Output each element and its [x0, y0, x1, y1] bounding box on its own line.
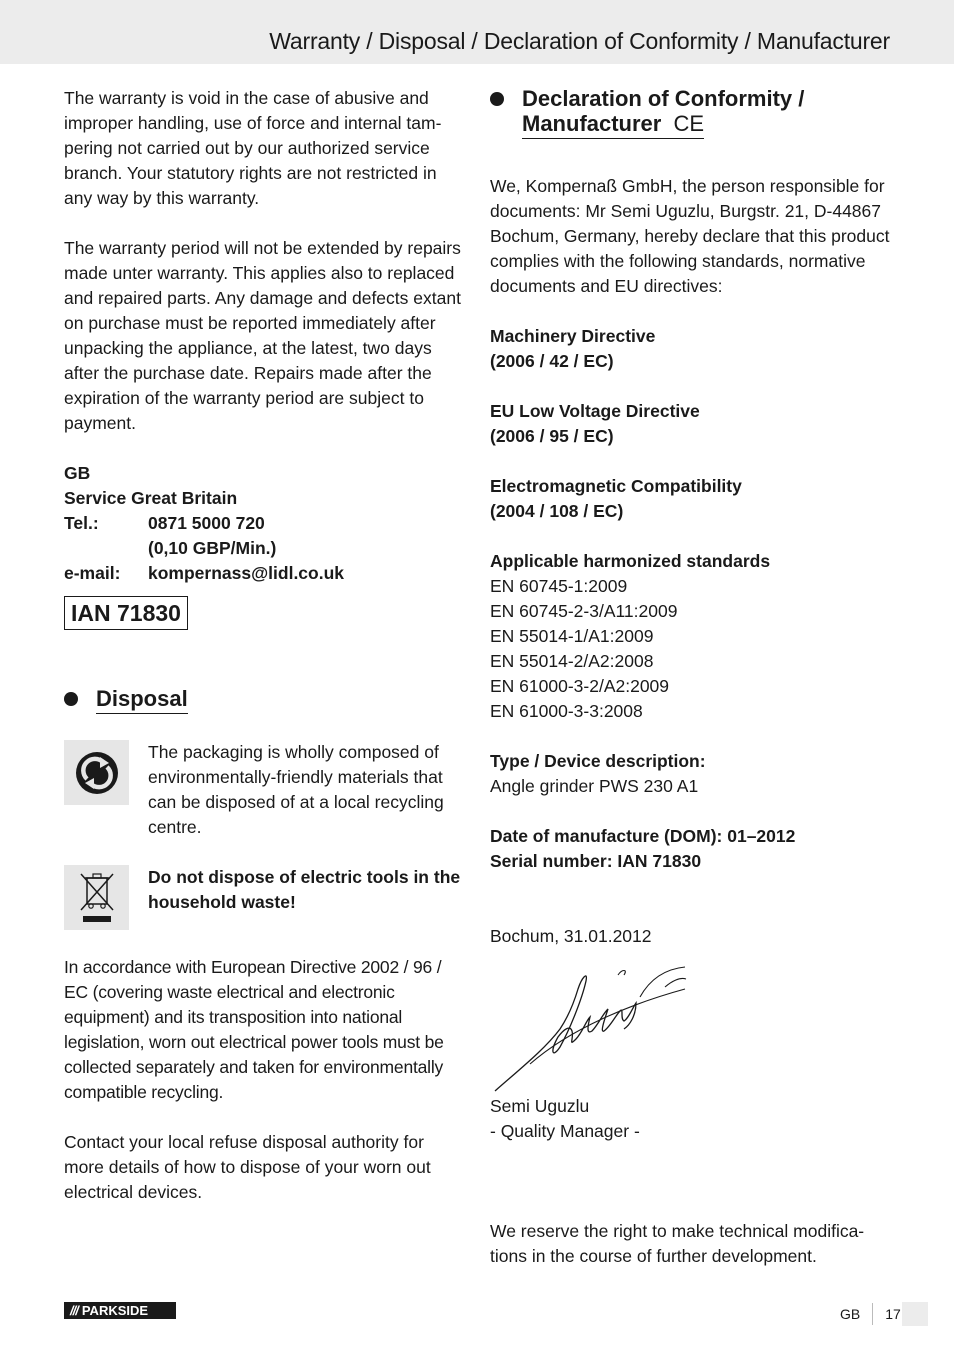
bullet-icon [64, 692, 78, 706]
ian-box: IAN 71830 [64, 596, 188, 630]
service-name: Service Great Britain [64, 488, 238, 508]
signer-name: Semi Uguzlu [490, 1096, 590, 1116]
packaging-row [64, 740, 464, 840]
footer-country: GB [840, 1306, 861, 1322]
warranty-paragraph-2: The warranty period will not be extended by repairs made unter warranty. This applies also to replaced and repaired parts. Any damage and defects extant on purchase must be reported immediately after unpacking the appliance, at the latest, two days after the purchase date. Repairs made after the expiration of the warranty period are subject to payment. [64, 238, 461, 433]
directive-2-code: (2006 / 95 / EC) [490, 426, 614, 446]
page-title: Warranty / Disposal / Declaration of Conformity / Manufacturer [269, 28, 890, 54]
serial-number: Serial number: IAN 71830 [490, 851, 702, 871]
page-footer [840, 1302, 901, 1326]
packaging-text: The packaging is wholly composed of environmentally-friendly materials that can be disposed of at a local recycling centre. [148, 742, 444, 837]
weee-text: Do not dispose of electric tools in the household waste! [148, 867, 461, 912]
email-label: e-mail: [64, 563, 121, 583]
disposal-paragraph-1: In accordance with European Directive 2002 / 96 / EC (covering waste electrical and electronic equipment) and its transposition into national legislation, worn out electrical power tools must be collected separately and taken for environmentally compatible recycling. [64, 957, 444, 1102]
directive-1-name: Machinery Directive [490, 326, 656, 346]
directive-3-name: Electromagnetic Compatibility [490, 476, 742, 496]
tel-label: Tel.: [64, 513, 99, 533]
signer-title: - Quality Manager - [490, 1121, 640, 1141]
directive-1 [490, 324, 890, 374]
parkside-logo [64, 1302, 176, 1319]
standard-item: EN 61000-3-3:2008 [490, 701, 643, 721]
recycling-icon [64, 740, 129, 805]
type-heading: Type / Device description: [490, 751, 706, 771]
conformity-intro: We, Kompernaß GmbH, the person responsible for documents: Mr Semi Uguzlu, Burgstr. 21, D-44867 Bochum, Germany, hereby declare that this product complies with the following standards, normative documents and EU directives: [490, 176, 890, 296]
tel-rate: (0,10 GBP/Min.) [148, 538, 277, 558]
warranty-paragraph-1: The warranty is void in the case of abusive and improper handling, use of force and internal tam-pering not carried out by our authorized service branch. Your statutory rights are not restricted in any way by this warranty. [64, 88, 442, 208]
signature-image [490, 949, 890, 1094]
header-bar [0, 0, 954, 64]
directive-1-code: (2006 / 42 / EC) [490, 351, 614, 371]
standard-item: EN 61000-3-2/A2:2009 [490, 676, 670, 696]
disposal-paragraph-2: Contact your local refuse disposal authority for more details of how to dispose of your worn out electrical devices. [64, 1132, 431, 1202]
directive-2-name: EU Low Voltage Directive [490, 401, 700, 421]
conformity-heading-line2: Manufacturer [522, 111, 662, 136]
footer-tab [902, 1302, 928, 1326]
disposal-heading-text: Disposal [96, 686, 188, 714]
standard-item: EN 60745-2-3/A11:2009 [490, 601, 678, 621]
bullet-icon [490, 92, 504, 106]
reserve-note: We reserve the right to make technical modifica-tions in the course of further development. [490, 1221, 865, 1266]
ce-mark-icon: CE [673, 111, 705, 136]
crossed-bin-icon [64, 865, 129, 930]
standard-item: EN 55014-1/A1:2009 [490, 626, 654, 646]
directive-3 [490, 474, 890, 524]
footer-divider [872, 1303, 873, 1325]
page-number: 17 [885, 1306, 901, 1322]
right-column [490, 86, 890, 1269]
conformity-heading [490, 86, 890, 136]
service-contact [64, 461, 464, 586]
service-country: GB [64, 463, 91, 483]
place-date: Bochum, 31.01.2012 [490, 926, 652, 946]
left-column [64, 86, 464, 1205]
date-of-manufacture: Date of manufacture (DOM): 01–2012 [490, 826, 796, 846]
weee-row [64, 865, 464, 930]
standard-item: EN 60745-1:2009 [490, 576, 628, 596]
logo-slashes: /// [70, 1303, 78, 1318]
logo-text: PARKSIDE [81, 1303, 149, 1318]
tel-value: 0871 5000 720 [148, 513, 265, 533]
disposal-heading [64, 686, 464, 714]
conformity-heading-line1: Declaration of Conformity / [522, 86, 805, 111]
standards-heading: Applicable harmonized standards [490, 551, 771, 571]
standard-item: EN 55014-2/A2:2008 [490, 651, 654, 671]
directive-2 [490, 399, 890, 449]
type-value: Angle grinder PWS 230 A1 [490, 776, 699, 796]
email-value: kompernass@lidl.co.uk [148, 563, 345, 583]
directive-3-code: (2004 / 108 / EC) [490, 501, 624, 521]
